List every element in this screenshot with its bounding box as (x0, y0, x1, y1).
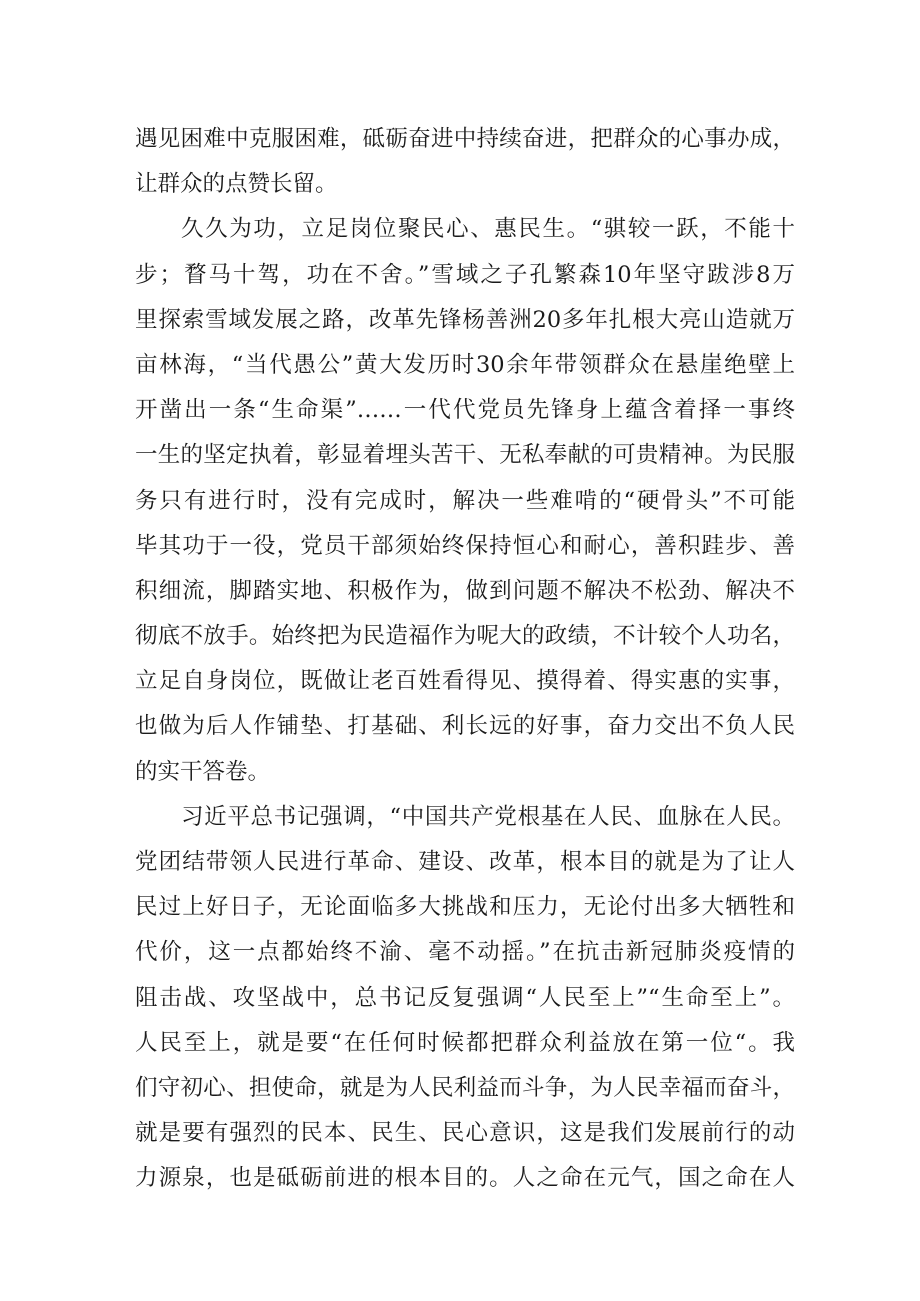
text-line: 毕其功于一役，党员干部须始终保持恒心和耐心，善积跬步、善 (135, 532, 795, 559)
paragraph-2 (135, 207, 795, 794)
text-line: 代价，这一点都始终不渝、毫不动摇。”在抗击新冠肺炎疫情的 (135, 939, 795, 966)
text-line: 阻击战、攻坚战中，总书记反复强调“人民至上”“生命至上”。 (135, 984, 795, 1011)
text-line: 开凿出一条“生命渠”……一代代党员先锋身上蕴含着择一事终 (135, 397, 795, 424)
text-line: 步；瞀马十驾，功在不舍。”雪域之子孔繁森10年坚守跋涉8万 (135, 261, 795, 288)
text-line: 久久为功，立足岗位聚民心、惠民生。“骐较一跃，不能十 (181, 216, 795, 243)
text-line: 人民至上，就是要“在任何时候都把群众利益放在第一位“。我 (135, 1029, 795, 1056)
text-line: 让群众的点赞长留。 (135, 171, 338, 198)
text-line: 彻底不放手。始终把为民造福作为呢大的政绩，不计较个人功名， (135, 623, 795, 650)
text-line: 力源泉，也是砥砺前进的根本目的。人之命在元气，国之命在人 (135, 1165, 795, 1192)
text-line: 就是要有强烈的民本、民生、民心意识，这是我们发展前行的动 (135, 1120, 795, 1147)
text-line: 里探索雪域发展之路，改革先锋杨善洲20多年扎根大亮山造就万 (135, 306, 795, 333)
paragraph-3 (135, 795, 795, 1202)
text-line: 习近平总书记强调，“中国共产党根基在人民、血脉在人民。 (181, 803, 795, 830)
text-line: 民过上好日子，无论面临多大挑战和压力，无论付出多大牺牲和 (135, 894, 795, 921)
text-line: 们守初心、担使命，就是为人民利益而斗争，为人民幸福而奋斗， (135, 1074, 795, 1101)
text-line: 亩林海，“当代愚公”黄大发历时30余年带领群众在悬崖绝壁上 (135, 351, 795, 378)
text-line: 的实干答卷。 (135, 758, 271, 785)
text-line: 一生的坚定执着，彰显着埋头苦干、无私奉献的可贵精神。为民服 (135, 442, 795, 469)
text-line: 务只有进行时，没有完成时，解决一些难啃的“硬骨头”不可能 (135, 487, 795, 514)
body-text (135, 117, 795, 1202)
text-line: 积细流，脚踏实地、积极作为，做到问题不解决不松劲、解决不 (135, 577, 795, 604)
text-line: 也做为后人作铺垫、打基础、利长远的好事，奋力交出不负人民 (135, 713, 795, 740)
paragraph-1 (135, 117, 795, 207)
text-line: 遇见困难中克服困难，砥砺奋进中持续奋进，把群众的心事办成， (135, 126, 795, 152)
text-line: 党团结带领人民进行革命、建设、改革，根本目的就是为了让人 (135, 849, 795, 875)
text-line: 立足自身岗位，既做让老百姓看得见、摸得着、得实惠的实事， (135, 668, 795, 695)
